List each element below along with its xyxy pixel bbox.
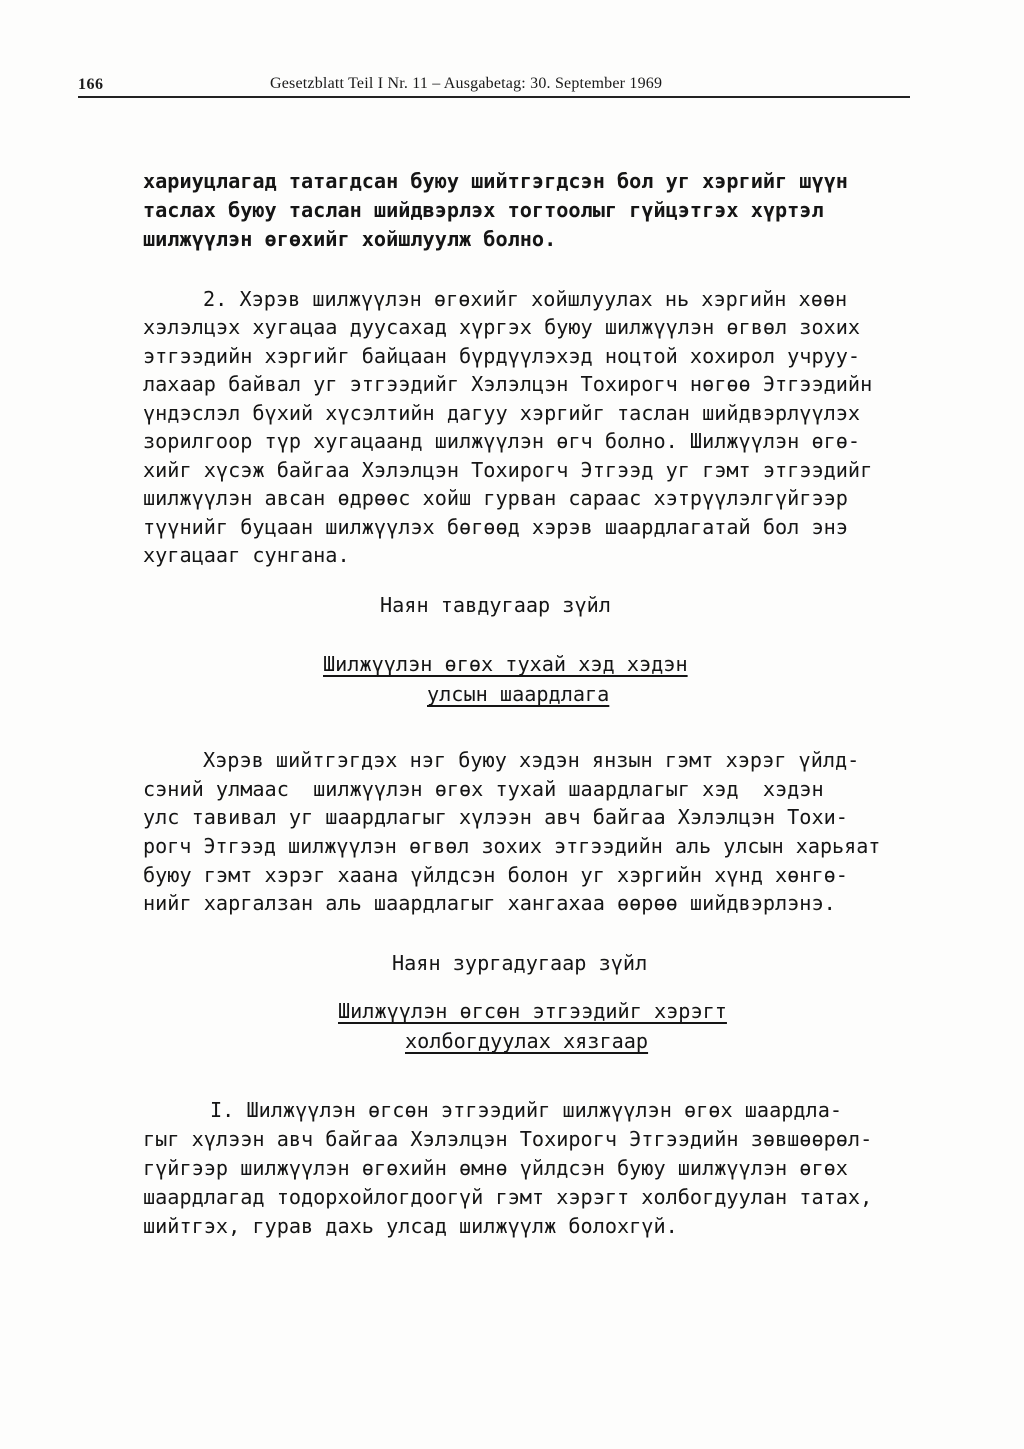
text-line: 2. Хэрэв шилжүүлэн өгөхийг хойшлуулах нь хэргийн хөөн <box>203 287 848 311</box>
text-line: хугацааг сунгана. <box>143 543 350 567</box>
text-line: буюу гэмт хэрэг хаана үйлдсэн болон уг хэргийн хүнд хөнгө- <box>143 863 848 887</box>
text-line: Хэрэв шийтгэгдэх нэг буюу хэдэн янзын гэмт хэрэг үйлд- <box>203 748 860 772</box>
article-heading: Наян тавдугаар зүйл <box>380 593 611 617</box>
text-line: хэлэлцэх хугацаа дуусахад хүргэх буюу шилжүүлэн өгвөл зохих <box>143 315 861 339</box>
text-line: хийг хүсэж байгаа Хэлэлцэн Тохирогч Этгээд уг гэмт этгээдийг <box>143 458 873 482</box>
article-heading: Наян зургадугаар зүйл <box>392 951 648 975</box>
text-line: улс тавивал уг шаардлагыг хүлээн авч байгаа Хэлэлцэн Тохи- <box>143 805 848 829</box>
text-line: гүйгээр шилжүүлэн өгөхийн өмнө үйлдсэн буюу шилжүүлэн өгөх <box>143 1156 848 1180</box>
text-line: I. Шилжүүлэн өгсөн этгээдийг шилжүүлэн өгөх шаардла- <box>210 1098 843 1122</box>
text-line: таслах буюу таслан шийдвэрлэх тогтоолыг гүйцэтгэх хүртэл <box>143 198 824 222</box>
text-line: түүнийг буцаан шилжүүлэх бөгөөд хэрэв шаардлагатай бол энэ <box>143 515 848 539</box>
text-line: хариуцлагад татагдсан буюу шийтгэгдсэн бол уг хэргийг шүүн <box>143 169 848 193</box>
text-line: шилжүүлэн өгөхийг хойшлуулж болно. <box>143 227 557 251</box>
text-line: лахаар байвал уг этгээдийг Хэлэлцэн Тохирогч нөгөө Этгээдийн <box>143 372 873 396</box>
text-line: шийтгэх, гурав дахь улсад шилжүүлж болохгүй. <box>143 1214 678 1238</box>
text-line: нийг харгалзан аль шаардлагыг хангахаа өөрөө шийдвэрлэнэ. <box>143 891 836 915</box>
text-line: үндэслэл бүхий хүсэлтийн дагуу хэргийг таслан шийдвэрлүүлэх <box>143 401 861 425</box>
article-title: Шилжүүлэн өгөх тухай хэд хэдэн <box>323 652 688 676</box>
text-line: рогч Этгээд шилжүүлэн өгвөл зохих этгээдийн аль улсын харьяат <box>143 834 881 858</box>
article-title: улсын шаардлага <box>427 682 610 706</box>
text-line: гыг хүлээн авч байгаа Хэлэлцэн Тохирогч Этгээдийн зөвшөөрөл- <box>143 1127 873 1151</box>
text-line: сэний улмаас шилжүүлэн өгөх тухай шаардлагыг хэд хэдэн <box>143 777 824 801</box>
article-title: Шилжүүлэн өгсөн этгээдийг хэрэгт <box>338 999 727 1023</box>
text-line: этгээдийн хэргийг байцаан бүрдүүлэхэд ноцтой хохирол учруу- <box>143 344 861 368</box>
text-line: шилжүүлэн авсан өдрөөс хойш гурван сараас хэтрүүлэлгүйгээр <box>143 486 848 510</box>
page-header <box>78 72 910 98</box>
text-line: шаардлагад тодорхойлогдоогүй гэмт хэрэгт холбогдуулан татах, <box>143 1185 873 1209</box>
page-number: 166 <box>78 76 104 93</box>
article-title: холбогдуулах хязгаар <box>405 1029 649 1053</box>
text-line: зорилгоор түр хугацаанд шилжүүлэн өгч болно. Шилжүүлэн өгө- <box>143 429 861 453</box>
running-head: Gesetzblatt Teil I Nr. 11 – Ausgabetag: 30. September 1969 <box>270 75 663 92</box>
